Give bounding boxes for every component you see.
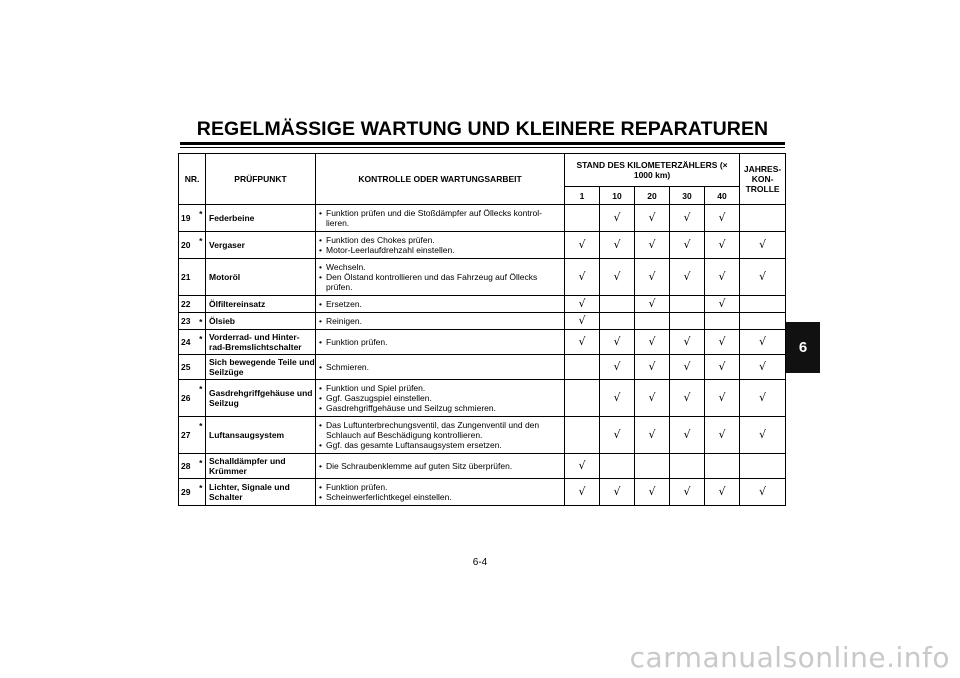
task-list: [319, 383, 560, 413]
work-description: [316, 330, 565, 355]
chapter-tab: 6: [786, 322, 820, 373]
check-item: Vergaser: [206, 232, 316, 259]
row-number: 19: [179, 205, 197, 232]
dealer-service-mark: *: [197, 454, 206, 479]
work-description: [316, 355, 565, 380]
watermark: carmanualsonline.info: [629, 641, 950, 674]
header-km: 30: [670, 187, 705, 205]
check-item: Luftansaugsystem: [206, 417, 316, 454]
check-item: Motoröl: [206, 259, 316, 296]
row-number: 28: [179, 454, 197, 479]
task-item: • Ersetzen.: [319, 299, 560, 309]
task-list: [319, 482, 560, 502]
interval-check-mark: √: [565, 232, 600, 259]
interval-check-mark: √: [670, 417, 705, 454]
interval-check-mark: √: [635, 205, 670, 232]
interval-check-mark: √: [705, 259, 740, 296]
table-row: [179, 417, 786, 454]
interval-check-mark: [705, 454, 740, 479]
interval-check-mark: √: [670, 330, 705, 355]
table-row: [179, 355, 786, 380]
header-odometer: STAND DES KILOMETERZÄHLERS (× 1000 km): [565, 154, 740, 187]
interval-check-mark: √: [705, 479, 740, 506]
annual-check-mark: [740, 296, 786, 313]
work-description: [316, 417, 565, 454]
dealer-service-mark: *: [197, 330, 206, 355]
interval-check-mark: √: [600, 417, 635, 454]
row-number: 29: [179, 479, 197, 506]
dealer-service-mark: *: [197, 380, 206, 417]
work-description: [316, 380, 565, 417]
table-row: [179, 232, 786, 259]
interval-check-mark: [565, 417, 600, 454]
interval-check-mark: √: [600, 479, 635, 506]
check-item: Vorderrad- und Hinter-rad-Bremslichtschalter: [206, 330, 316, 355]
header-annual: JAHRES-KON-TROLLE: [740, 154, 786, 205]
interval-check-mark: √: [670, 355, 705, 380]
annual-check-mark: [740, 454, 786, 479]
interval-check-mark: √: [670, 380, 705, 417]
dealer-service-mark: *: [197, 313, 206, 330]
dealer-service-mark: [197, 296, 206, 313]
task-item: • Funktion prüfen.: [319, 337, 560, 347]
annual-check-mark: √: [740, 355, 786, 380]
header-row: [179, 154, 786, 187]
table-row: [179, 454, 786, 479]
interval-check-mark: [600, 313, 635, 330]
interval-check-mark: √: [635, 296, 670, 313]
row-number: 23: [179, 313, 197, 330]
check-item: Schalldämpfer und Krümmer: [206, 454, 316, 479]
row-number: 26: [179, 380, 197, 417]
interval-check-mark: √: [565, 296, 600, 313]
interval-check-mark: √: [565, 454, 600, 479]
interval-check-mark: √: [600, 355, 635, 380]
page-title: REGELMÄSSIGE WARTUNG UND KLEINERE REPARATUREN: [196, 118, 769, 140]
check-item: Sich bewegende Teile und Seilzüge: [206, 355, 316, 380]
interval-check-mark: √: [635, 330, 670, 355]
row-number: 25: [179, 355, 197, 380]
check-item: Lichter, Signale und Schalter: [206, 479, 316, 506]
interval-check-mark: [565, 380, 600, 417]
header-km: 20: [635, 187, 670, 205]
annual-check-mark: √: [740, 330, 786, 355]
work-description: [316, 232, 565, 259]
work-description: [316, 205, 565, 232]
interval-check-mark: √: [705, 205, 740, 232]
task-item: • Funktion prüfen.: [319, 482, 560, 492]
interval-check-mark: [635, 313, 670, 330]
title-rule: [180, 142, 785, 148]
check-item: Ölsieb: [206, 313, 316, 330]
header-work: KONTROLLE ODER WARTUNGSARBEIT: [316, 154, 565, 205]
check-item: Federbeine: [206, 205, 316, 232]
row-number: 24: [179, 330, 197, 355]
interval-check-mark: √: [600, 232, 635, 259]
interval-check-mark: [600, 296, 635, 313]
annual-check-mark: √: [740, 417, 786, 454]
task-item: • Motor-Leerlaufdrehzahl einstellen.: [319, 245, 560, 255]
table-row: [179, 380, 786, 417]
task-item: • Schmieren.: [319, 362, 560, 372]
table-row: [179, 296, 786, 313]
task-list: [319, 316, 560, 326]
header-km: 40: [705, 187, 740, 205]
task-list: [319, 362, 560, 372]
interval-check-mark: √: [705, 330, 740, 355]
maintenance-table: [178, 153, 786, 506]
task-item: • Gasdrehgriffgehäuse und Seilzug schmieren.: [319, 403, 560, 413]
task-item: • Scheinwerferlichtkegel einstellen.: [319, 492, 560, 502]
work-description: [316, 454, 565, 479]
interval-check-mark: √: [635, 380, 670, 417]
dealer-service-mark: [197, 355, 206, 380]
table-row: [179, 330, 786, 355]
table-row: [179, 479, 786, 506]
check-item: Gasdrehgriffgehäuse und Seilzug: [206, 380, 316, 417]
task-item: • Ggf. das gesamte Luftansaugsystem ersetzen.: [319, 440, 560, 450]
table-row: [179, 259, 786, 296]
interval-check-mark: √: [600, 259, 635, 296]
task-item: • Die Schraubenklemme auf guten Sitz überprüfen.: [319, 461, 560, 471]
row-number: 20: [179, 232, 197, 259]
interval-check-mark: [670, 313, 705, 330]
task-item: • Den Ölstand kontrollieren und das Fahrzeug auf Öllecks prüfen.: [319, 272, 560, 292]
table-row: [179, 205, 786, 232]
interval-check-mark: √: [705, 232, 740, 259]
interval-check-mark: √: [670, 232, 705, 259]
interval-check-mark: [670, 454, 705, 479]
task-item: • Das Luftunterbrechungsventil, das Zungenventil und den Schlauch auf Beschädigung kontrollieren.: [319, 420, 560, 440]
row-number: 21: [179, 259, 197, 296]
annual-check-mark: [740, 205, 786, 232]
header-check-item: PRÜFPUNKT: [206, 154, 316, 205]
interval-check-mark: [565, 355, 600, 380]
interval-check-mark: √: [705, 380, 740, 417]
task-item: • Funktion und Spiel prüfen.: [319, 383, 560, 393]
interval-check-mark: √: [635, 479, 670, 506]
annual-check-mark: √: [740, 380, 786, 417]
work-description: [316, 259, 565, 296]
check-item: Ölfiltereinsatz: [206, 296, 316, 313]
work-description: [316, 479, 565, 506]
interval-check-mark: √: [565, 313, 600, 330]
annual-check-mark: √: [740, 232, 786, 259]
row-number: 22: [179, 296, 197, 313]
task-item: • Ggf. Gaszugspiel einstellen.: [319, 393, 560, 403]
task-list: [319, 235, 560, 255]
task-list: [319, 461, 560, 471]
dealer-service-mark: *: [197, 205, 206, 232]
interval-check-mark: √: [705, 355, 740, 380]
interval-check-mark: [635, 454, 670, 479]
task-item: • Reinigen.: [319, 316, 560, 326]
task-list: [319, 337, 560, 347]
interval-check-mark: √: [635, 417, 670, 454]
interval-check-mark: √: [600, 330, 635, 355]
dealer-service-mark: *: [197, 417, 206, 454]
work-description: [316, 313, 565, 330]
interval-check-mark: √: [635, 232, 670, 259]
row-number: 27: [179, 417, 197, 454]
interval-check-mark: √: [600, 380, 635, 417]
task-item: • Funktion des Chokes prüfen.: [319, 235, 560, 245]
interval-check-mark: [705, 313, 740, 330]
task-list: [319, 299, 560, 309]
task-list: [319, 420, 560, 450]
interval-check-mark: √: [600, 205, 635, 232]
table-row: [179, 313, 786, 330]
interval-check-mark: √: [565, 330, 600, 355]
annual-check-mark: √: [740, 479, 786, 506]
interval-check-mark: √: [635, 259, 670, 296]
dealer-service-mark: *: [197, 479, 206, 506]
interval-check-mark: √: [705, 417, 740, 454]
dealer-service-mark: [197, 259, 206, 296]
interval-check-mark: [670, 296, 705, 313]
annual-check-mark: [740, 313, 786, 330]
interval-check-mark: √: [670, 479, 705, 506]
task-list: [319, 208, 560, 228]
interval-check-mark: √: [670, 259, 705, 296]
interval-check-mark: [600, 454, 635, 479]
interval-check-mark: √: [565, 479, 600, 506]
interval-check-mark: √: [670, 205, 705, 232]
header-km: 1: [565, 187, 600, 205]
task-list: [319, 262, 560, 292]
task-item: • Wechseln.: [319, 262, 560, 272]
annual-check-mark: √: [740, 259, 786, 296]
work-description: [316, 296, 565, 313]
task-item: • Funktion prüfen und die Stoßdämpfer auf Öllecks kontrol-lieren.: [319, 208, 560, 228]
interval-check-mark: [565, 205, 600, 232]
interval-check-mark: √: [635, 355, 670, 380]
interval-check-mark: √: [705, 296, 740, 313]
interval-check-mark: √: [565, 259, 600, 296]
header-km: 10: [600, 187, 635, 205]
header-nr: NR.: [179, 154, 206, 205]
page-number: 6-4: [472, 557, 488, 568]
dealer-service-mark: *: [197, 232, 206, 259]
